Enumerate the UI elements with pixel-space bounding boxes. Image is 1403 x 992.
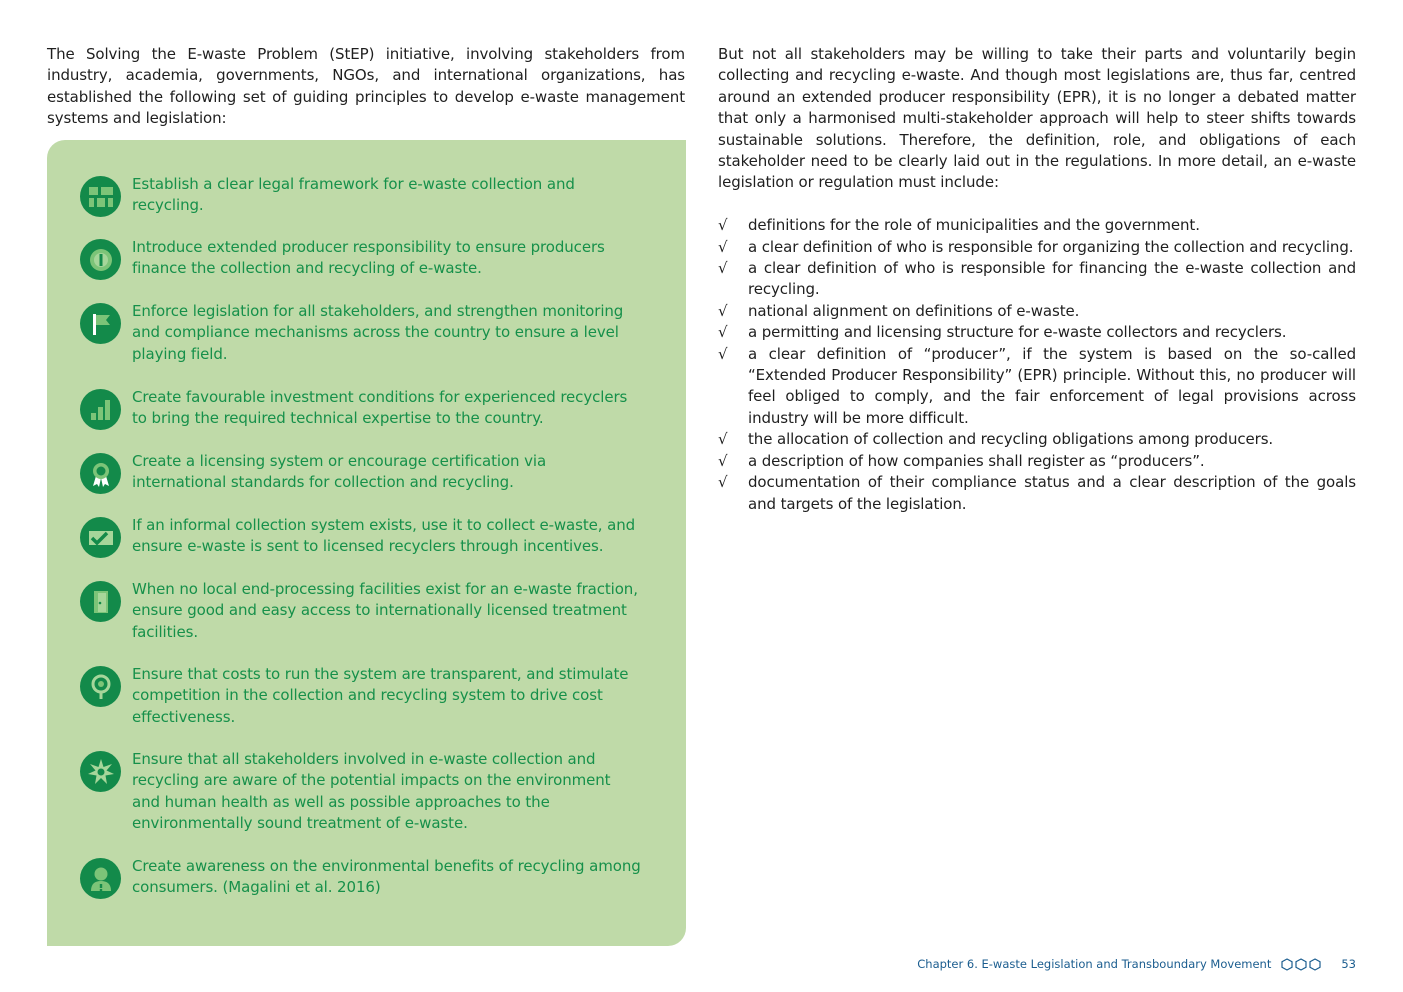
page-number: 53 [1341, 957, 1356, 971]
checklist-item-text: a clear definition of “producer”, if the system is based on the so-called “Extended Producer Responsibility” (EPR) principle. Without this, no producer will feel obliged to comply, and the fair enforcement of legal provisions across industry will be more difficult. [748, 344, 1356, 427]
intro-paragraph: The Solving the E-waste Problem (StEP) initiative, involving stakeholders from industry, academia, governments, NGOs, and international organizations, has established the following set of guiding principles to develop e-waste management systems and legislation: [47, 45, 685, 128]
checklist-item [718, 215, 1356, 236]
check-mark: √ [718, 237, 728, 256]
hexagon-icon [1295, 958, 1307, 971]
bar-chart-icon [80, 389, 121, 430]
principle-text: Enforce legislation for all stakeholders, and strengthen monitoring and compliance mechanisms across the country to ensure a level playing field. [132, 302, 624, 363]
checklist-item [718, 429, 1356, 450]
checklist-item [718, 237, 1356, 258]
principle-text: Introduce extended producer responsibility to ensure producers finance the collection and recycling of e-waste. [132, 238, 605, 278]
right-column [718, 44, 1356, 515]
checklist-item-text: documentation of their compliance status and a clear description of the goals and targets of the legislation. [748, 473, 1356, 513]
producer-coin-icon [80, 239, 121, 280]
check-mark: √ [718, 430, 728, 449]
checklist-item [718, 451, 1356, 472]
principle-text: When no local end-processing facilities exist for an e-waste fraction, ensure good and easy access to internationally licensed treatment facilities. [132, 580, 638, 641]
check-mark: √ [718, 451, 728, 470]
checklist-item [718, 344, 1356, 430]
principle-text: Create a licensing system or encourage certification via international standards for collection and recycling. [132, 452, 547, 492]
principle-text: Establish a clear legal framework for e-waste collection and recycling. [132, 175, 575, 215]
check-mark: √ [718, 259, 728, 278]
check-mark: √ [718, 473, 728, 492]
flag-icon [80, 303, 121, 344]
check-mark: √ [718, 323, 728, 342]
checklist-item-text: definitions for the role of municipalities and the government. [748, 216, 1200, 235]
check-mark: √ [718, 301, 728, 320]
principle-text: If an informal collection system exists, use it to collect e-waste, and ensure e-waste is sent to licensed recyclers through incentives. [132, 516, 636, 556]
check-ticket-icon [80, 517, 121, 558]
checklist-item [718, 258, 1356, 301]
requirements-checklist [718, 215, 1356, 515]
chapter-title: Chapter 6. E-waste Legislation and Transboundary Movement [917, 957, 1272, 971]
magnifier-icon [80, 666, 121, 707]
hexagon-decoration [1281, 958, 1321, 971]
checklist-item-text: a clear definition of who is responsible for organizing the collection and recycling. [748, 237, 1354, 256]
legislation-paragraph: But not all stakeholders may be willing to take their parts and voluntarily begin collecting and recycling e-waste. And though most legislations are, thus far, centred around an extended producer responsibility (EPR), it is no longer a debated matter that only a harmonised multi-stakeholder approach will help to steer shifts towards sustainable solutions. Therefore, the definition, role, and obligations of each stakeholder need to be clearly laid out in the regulations. In more detail, an e-waste legislation or regulation must include: [718, 45, 1356, 192]
checklist-item-text: a clear definition of who is responsible for financing the e-waste collection and recycling. [748, 259, 1356, 299]
hazard-burst-icon [80, 751, 121, 792]
checklist-item-text: national alignment on definitions of e-waste. [748, 301, 1080, 320]
checklist-item-text: a description of how companies shall register as “producers”. [748, 451, 1205, 470]
principle-text: Ensure that all stakeholders involved in e-waste collection and recycling are aware of the potential impacts on the environment and human health as well as possible approaches to the environmentally sound treatment of e-waste. [132, 750, 611, 833]
person-question-icon [80, 858, 121, 899]
hexagon-icon [1309, 958, 1321, 971]
page-footer [917, 957, 1356, 971]
principle-text: Create awareness on the environmental benefits of recycling among consumers. (Magalini et al. 2016) [132, 857, 641, 897]
checklist-item [718, 322, 1356, 343]
check-mark: √ [718, 344, 728, 363]
legal-framework-icon [80, 176, 121, 217]
door-icon [80, 581, 121, 622]
principle-text: Ensure that costs to run the system are transparent, and stimulate competition in the collection and recycling system to drive cost effectiveness. [132, 665, 629, 726]
principle-text: Create favourable investment conditions for experienced recyclers to bring the required technical expertise to the country. [132, 388, 628, 428]
checklist-item-text: the allocation of collection and recycling obligations among producers. [748, 430, 1274, 449]
checklist-item [718, 472, 1356, 515]
certificate-ribbon-icon [80, 453, 121, 494]
checklist-item [718, 301, 1356, 322]
hexagon-icon [1281, 958, 1293, 971]
checklist-item-text: a permitting and licensing structure for e-waste collectors and recyclers. [748, 323, 1287, 342]
check-mark: √ [718, 216, 728, 235]
